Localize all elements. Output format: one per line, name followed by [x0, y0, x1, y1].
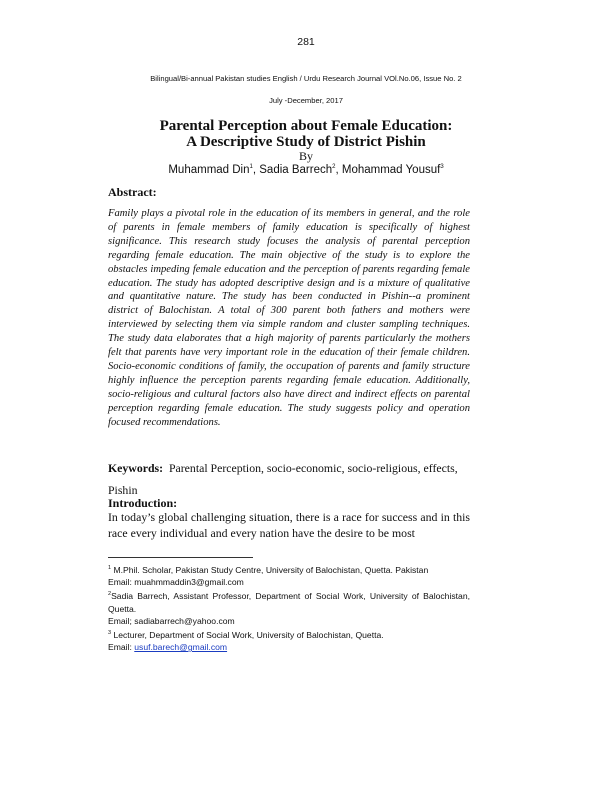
footnote-3-email — [108, 641, 470, 653]
abstract-body: Family plays a pivotal role in the education of its members in general, and the role of parents in female members of family education is specifically of highest significance. This research study focuses the analysis of parental perception regarding female education. The main objective of the study is to explore the obstacles impeding female education and the perception of parents regarding female education. The study has adopted descriptive design and is a mixture of qualitative and quantitative nature. The study has been conducted in Pishin--a prominent district of Balochistan. A total of 300 parent both fathers and mothers were interviewed by selecting them via simple random and cluster sampling techniques. The study data elaborates that a high majority of parents particularly the mothers felt that parents have very important role in the education of their female children. Socio-economic conditions of family, the occupation of parents and family structure highly influence the perception parents regarding female education. Additionally, socio-religious and cultural factors also have direct and indirect effects on parental perception regarding female education. The study suggests policy and operation focused recommendations. — [108, 208, 470, 428]
author-name: Sadia Barrech — [259, 164, 333, 176]
introduction-heading: Introduction: — [108, 496, 178, 510]
footnote-3 — [108, 627, 470, 641]
keywords — [108, 457, 478, 501]
footnote-mark: 2 — [108, 591, 112, 598]
email-label: Email: — [108, 642, 135, 653]
keywords-text: Parental Perception, socio-economic, socio-religious, effects, Pishin — [108, 461, 458, 497]
title-line-2: A Descriptive Study of District Pishin — [186, 134, 426, 150]
footnote-1-email: Email: muahmmaddin3@gmail.com — [108, 577, 244, 588]
footnote-1 — [108, 562, 470, 576]
author-separator: , — [335, 164, 342, 176]
footnote-divider — [108, 557, 253, 558]
abstract-heading: Abstract: — [108, 185, 157, 199]
footnote-2-email: Email; sadiabarrech@yahoo.com — [108, 615, 235, 626]
by-label: By — [298, 149, 313, 163]
author-name: Mohammad Yousuf — [341, 164, 441, 176]
footnote-text: Sadia Barrech, Assistant Professor, Department of Social Work, University of Balochistan, Quetta. — [108, 591, 470, 614]
author-name: Muhammad Din — [168, 164, 250, 176]
author-list — [0, 164, 612, 176]
author-separator: , — [252, 164, 260, 176]
author-mark: 2 — [332, 164, 336, 170]
footnotes — [108, 562, 470, 653]
author-mark: 1 — [249, 164, 253, 170]
journal-header: Bilingual/Bi-annual Pakistan studies English / Urdu Research Journal VOl.No.06, Issue No. 2 — [150, 74, 462, 83]
footnote-2 — [108, 588, 470, 614]
keywords-label: Keywords: — [108, 461, 164, 475]
email-link[interactable]: usuf.barech@gmail.com — [134, 642, 228, 653]
article-title — [60, 118, 552, 150]
issue-date: July -December, 2017 — [269, 96, 343, 105]
author-mark: 3 — [440, 164, 444, 170]
footnote-mark: 1 — [108, 565, 112, 571]
footnote-text: M.Phil. Scholar, Pakistan Study Centre, University of Balochistan, Quetta. Pakistan — [111, 565, 429, 575]
title-line-1: Parental Perception about Female Education: — [159, 118, 453, 134]
introduction-body: In today’s global challenging situation, there is a race for success and in this race every individual and every nation have the desire to be most — [108, 510, 470, 540]
page-number: 281 — [297, 36, 315, 48]
footnote-mark: 3 — [108, 630, 112, 637]
footnote-text: Lecturer, Department of Social Work, University of Balochistan, Quetta. — [111, 630, 384, 641]
